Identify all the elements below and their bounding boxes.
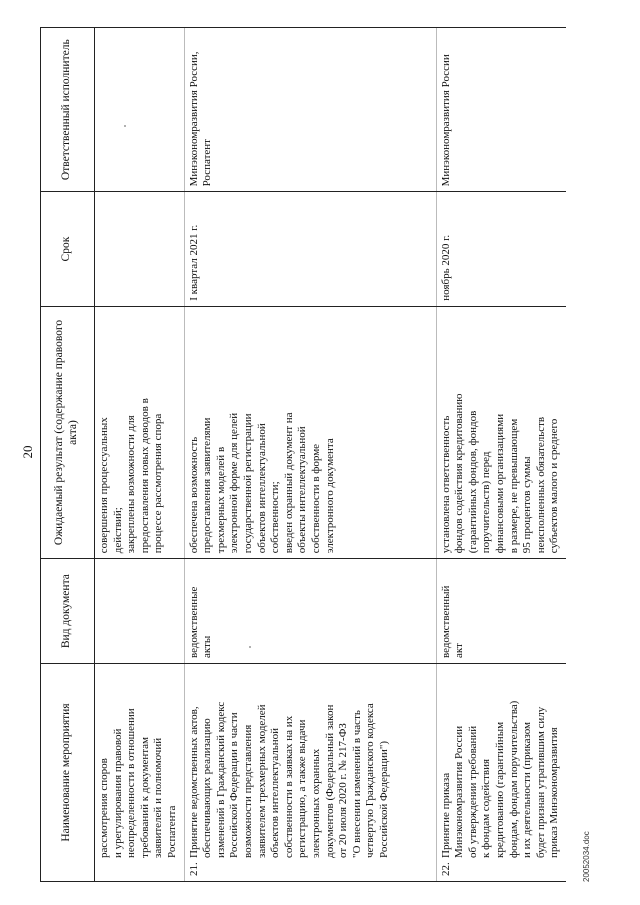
header-doc-type: Вид документа (41, 559, 95, 664)
text-line: субъектов малого и среднего (548, 418, 561, 554)
text-line: действий; (111, 507, 124, 554)
text-line: предоставления заявителями (201, 417, 214, 554)
cell-lines (188, 564, 215, 658)
cell-name (184, 664, 436, 882)
cell-doc-type (184, 559, 436, 664)
cell-lines (98, 669, 180, 876)
text-line: фондов содействия кредитованию (453, 393, 466, 554)
rotated-page (18, 22, 591, 882)
text-line: заявителей и полномочий (152, 737, 165, 858)
text-line: Российской Федерации") (377, 740, 390, 858)
text-line: акт (453, 643, 466, 659)
cell-doc-type (95, 559, 185, 664)
header-term: Срок (41, 192, 95, 306)
cell-result (95, 306, 185, 559)
cell-lines (440, 701, 562, 858)
text-line: Принятие приказа (439, 772, 452, 858)
cell-term: I квартал 2021 г. (184, 192, 436, 306)
header-responsible: Ответственный исполнитель (41, 28, 95, 192)
page-number: 20 (20, 445, 35, 459)
cell-name (95, 664, 185, 882)
text-line: документов (Федеральный закон (323, 704, 336, 858)
text-line: Минэкономразвития России, (187, 51, 200, 187)
text-line: обеспечена возможность (187, 436, 200, 554)
text-line: государственной регистрации (241, 413, 254, 554)
text-line: собственности в заявках на их (282, 715, 295, 858)
cell-lines (440, 33, 454, 186)
cell-lines (440, 564, 467, 658)
text-line: 95 процентов суммы (521, 456, 534, 554)
text-line: требований к документам (138, 736, 151, 858)
text-line: рассмотрения споров (98, 758, 110, 858)
text-line: предоставления новых доводов в (138, 398, 151, 554)
text-line: неопределенности в отношении (125, 708, 138, 858)
table-row (184, 28, 436, 882)
cell-responsible (436, 28, 566, 192)
text-line: будет признан утратившим силу (534, 706, 547, 858)
text-line: совершения процессуальных (98, 417, 110, 554)
text-line: (гарантийных фондов, фондов (466, 410, 479, 554)
text-line: электронного документа (323, 438, 336, 554)
text-line: четвертую Гражданского кодекса (364, 703, 377, 858)
text-line: введен охранный документ на (282, 412, 295, 554)
text-line: процессе рассмотрения спора (152, 413, 165, 554)
table-header-row (41, 28, 95, 882)
text-line: Российской Федерации в части (228, 712, 241, 858)
text-line: электронной форме для целей (228, 412, 241, 554)
cell-lines (188, 312, 338, 554)
cell-term: ноябрь 2020 г. (436, 192, 566, 306)
text-line: ведомственные (187, 586, 200, 659)
cell-doc-type (436, 559, 566, 664)
header-result: Ожидаемый результат (содержание правового акта) (41, 306, 95, 559)
text-line: неисполненных обязательств (534, 416, 547, 554)
row-number: 22. (439, 862, 452, 876)
text-line: объектов интеллектуальной (255, 423, 268, 554)
cell-lines (188, 33, 215, 186)
header-name: Наименование мероприятия (41, 664, 95, 882)
text-line: к фондам содействия (480, 758, 493, 858)
text-line: изменений в Гражданский кодекс (214, 701, 227, 858)
text-line: Минэкономразвития России (439, 54, 452, 187)
cell-responsible (184, 28, 436, 192)
cell-result (436, 306, 566, 559)
text-line: кредитованию (гарантийным (493, 721, 506, 858)
text-line: возможности представления (241, 724, 254, 858)
text-line: собственности в форме (309, 443, 322, 554)
row-number: 21. (187, 862, 200, 876)
text-line: объектов интеллектуальной (269, 728, 282, 858)
cell-lines (98, 312, 166, 554)
text-line: финансовыми организациями (493, 413, 506, 554)
text-line: и урегулирования правовой (111, 728, 124, 858)
text-line: приказ Минэкономразвития (548, 727, 561, 858)
text-line: электронных охранных (309, 748, 322, 858)
text-line: Принятие ведомственных актов, (187, 706, 200, 858)
text-line: Минэкономразвития России (453, 725, 466, 858)
footer-doc-code: 20052034.doc (582, 831, 591, 882)
text-line: трехмерных моделей в (214, 446, 227, 554)
text-line: об утверждении требований (466, 725, 479, 858)
text-line: и их деятельности (приказом (521, 721, 534, 858)
text-line: ведомственный (439, 585, 452, 659)
text-line: фондам, фондам поручительства) (507, 700, 520, 858)
text-line: Роспатент (201, 139, 214, 187)
text-line: регистрацию, а также выдачи (296, 719, 309, 858)
cell-lines (188, 702, 392, 858)
table-row (436, 28, 566, 882)
text-line: обеспечивающих реализацию (201, 718, 214, 858)
cell-name (436, 664, 566, 882)
text-line: объекты интеллектуальной (296, 426, 309, 554)
text-line: Роспатента (165, 805, 178, 858)
measures-table (40, 27, 566, 882)
text-line: собственности; (269, 481, 282, 554)
text-line: в размере, не превышающем (507, 418, 520, 554)
text-line: от 20 июля 2020 г. № 217-ФЗ (337, 723, 350, 858)
text-line: установлена ответственность (439, 415, 452, 554)
text-line: акты (201, 635, 214, 659)
cell-result (184, 306, 436, 559)
cell-term (95, 192, 185, 306)
text-line: "О внесении изменений в часть (350, 710, 363, 858)
table-row-continuation (95, 28, 185, 882)
text-line: закреплены возможности для (125, 415, 138, 554)
text-line: заявителем трехмерных моделей (255, 704, 268, 858)
cell-responsible (95, 28, 185, 192)
text-line: поручительств) перед (480, 451, 493, 554)
cell-lines (440, 312, 562, 554)
